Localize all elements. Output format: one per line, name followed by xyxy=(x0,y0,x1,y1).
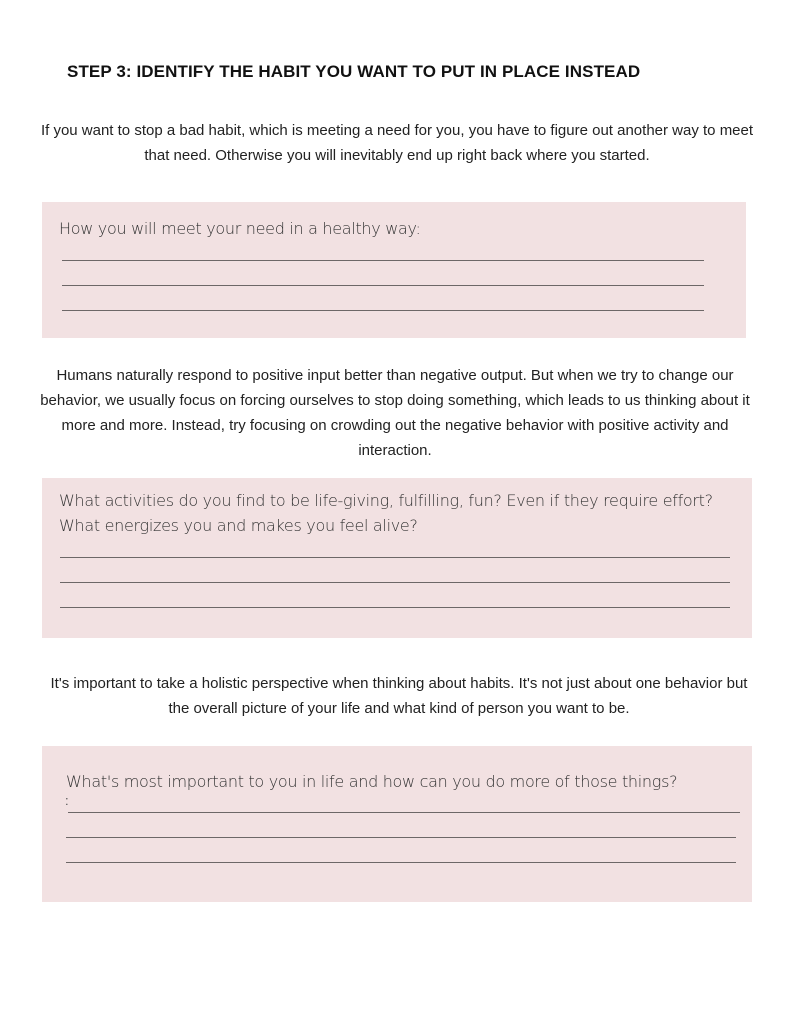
answer-line[interactable] xyxy=(66,837,736,838)
intro-paragraph: If you want to stop a bad habit, which is meeting a need for you, you have to figure out another way to meet that need. Otherwise you will inevitably end up right back where you started. xyxy=(40,122,754,164)
answer-line[interactable] xyxy=(62,310,704,311)
answer-line[interactable] xyxy=(60,607,730,608)
answer-box-need xyxy=(42,202,746,338)
prompt-need: How you will meet your need in a healthy way: xyxy=(59,219,421,238)
answer-line[interactable] xyxy=(62,260,704,261)
answer-line[interactable] xyxy=(60,582,730,583)
answer-line[interactable] xyxy=(66,862,736,863)
page-title: STEP 3: IDENTIFY THE HABIT YOU WANT TO PUT IN PLACE INSTEAD xyxy=(67,62,641,81)
answer-line[interactable] xyxy=(68,812,740,813)
answer-box-priorities xyxy=(42,746,752,902)
prompt-activities: What activities do you find to be life-giving, fulfilling, fun? Even if they require effort? What energizes you and makes you feel alive? xyxy=(59,491,713,535)
prompt-priorities: What's most important to you in life and how can you do more of those things? xyxy=(66,772,678,791)
answer-box-activities xyxy=(42,478,752,638)
answer-line[interactable] xyxy=(60,557,730,558)
holistic-paragraph: It's important to take a holistic perspective when thinking about habits. It's not just about one behavior but the overall picture of your life and what kind of person you want to be. xyxy=(50,675,748,717)
answer-line[interactable] xyxy=(62,285,704,286)
behavior-paragraph: Humans naturally respond to positive input better than negative output. But when we try to change our behavior, we usually focus on forcing ourselves to stop doing something, which leads to us thinking about it more and more. Instead, try focusing on crowding out the negative behavior with positive activity and interaction. xyxy=(40,367,750,459)
colon-mark: : xyxy=(65,793,69,808)
